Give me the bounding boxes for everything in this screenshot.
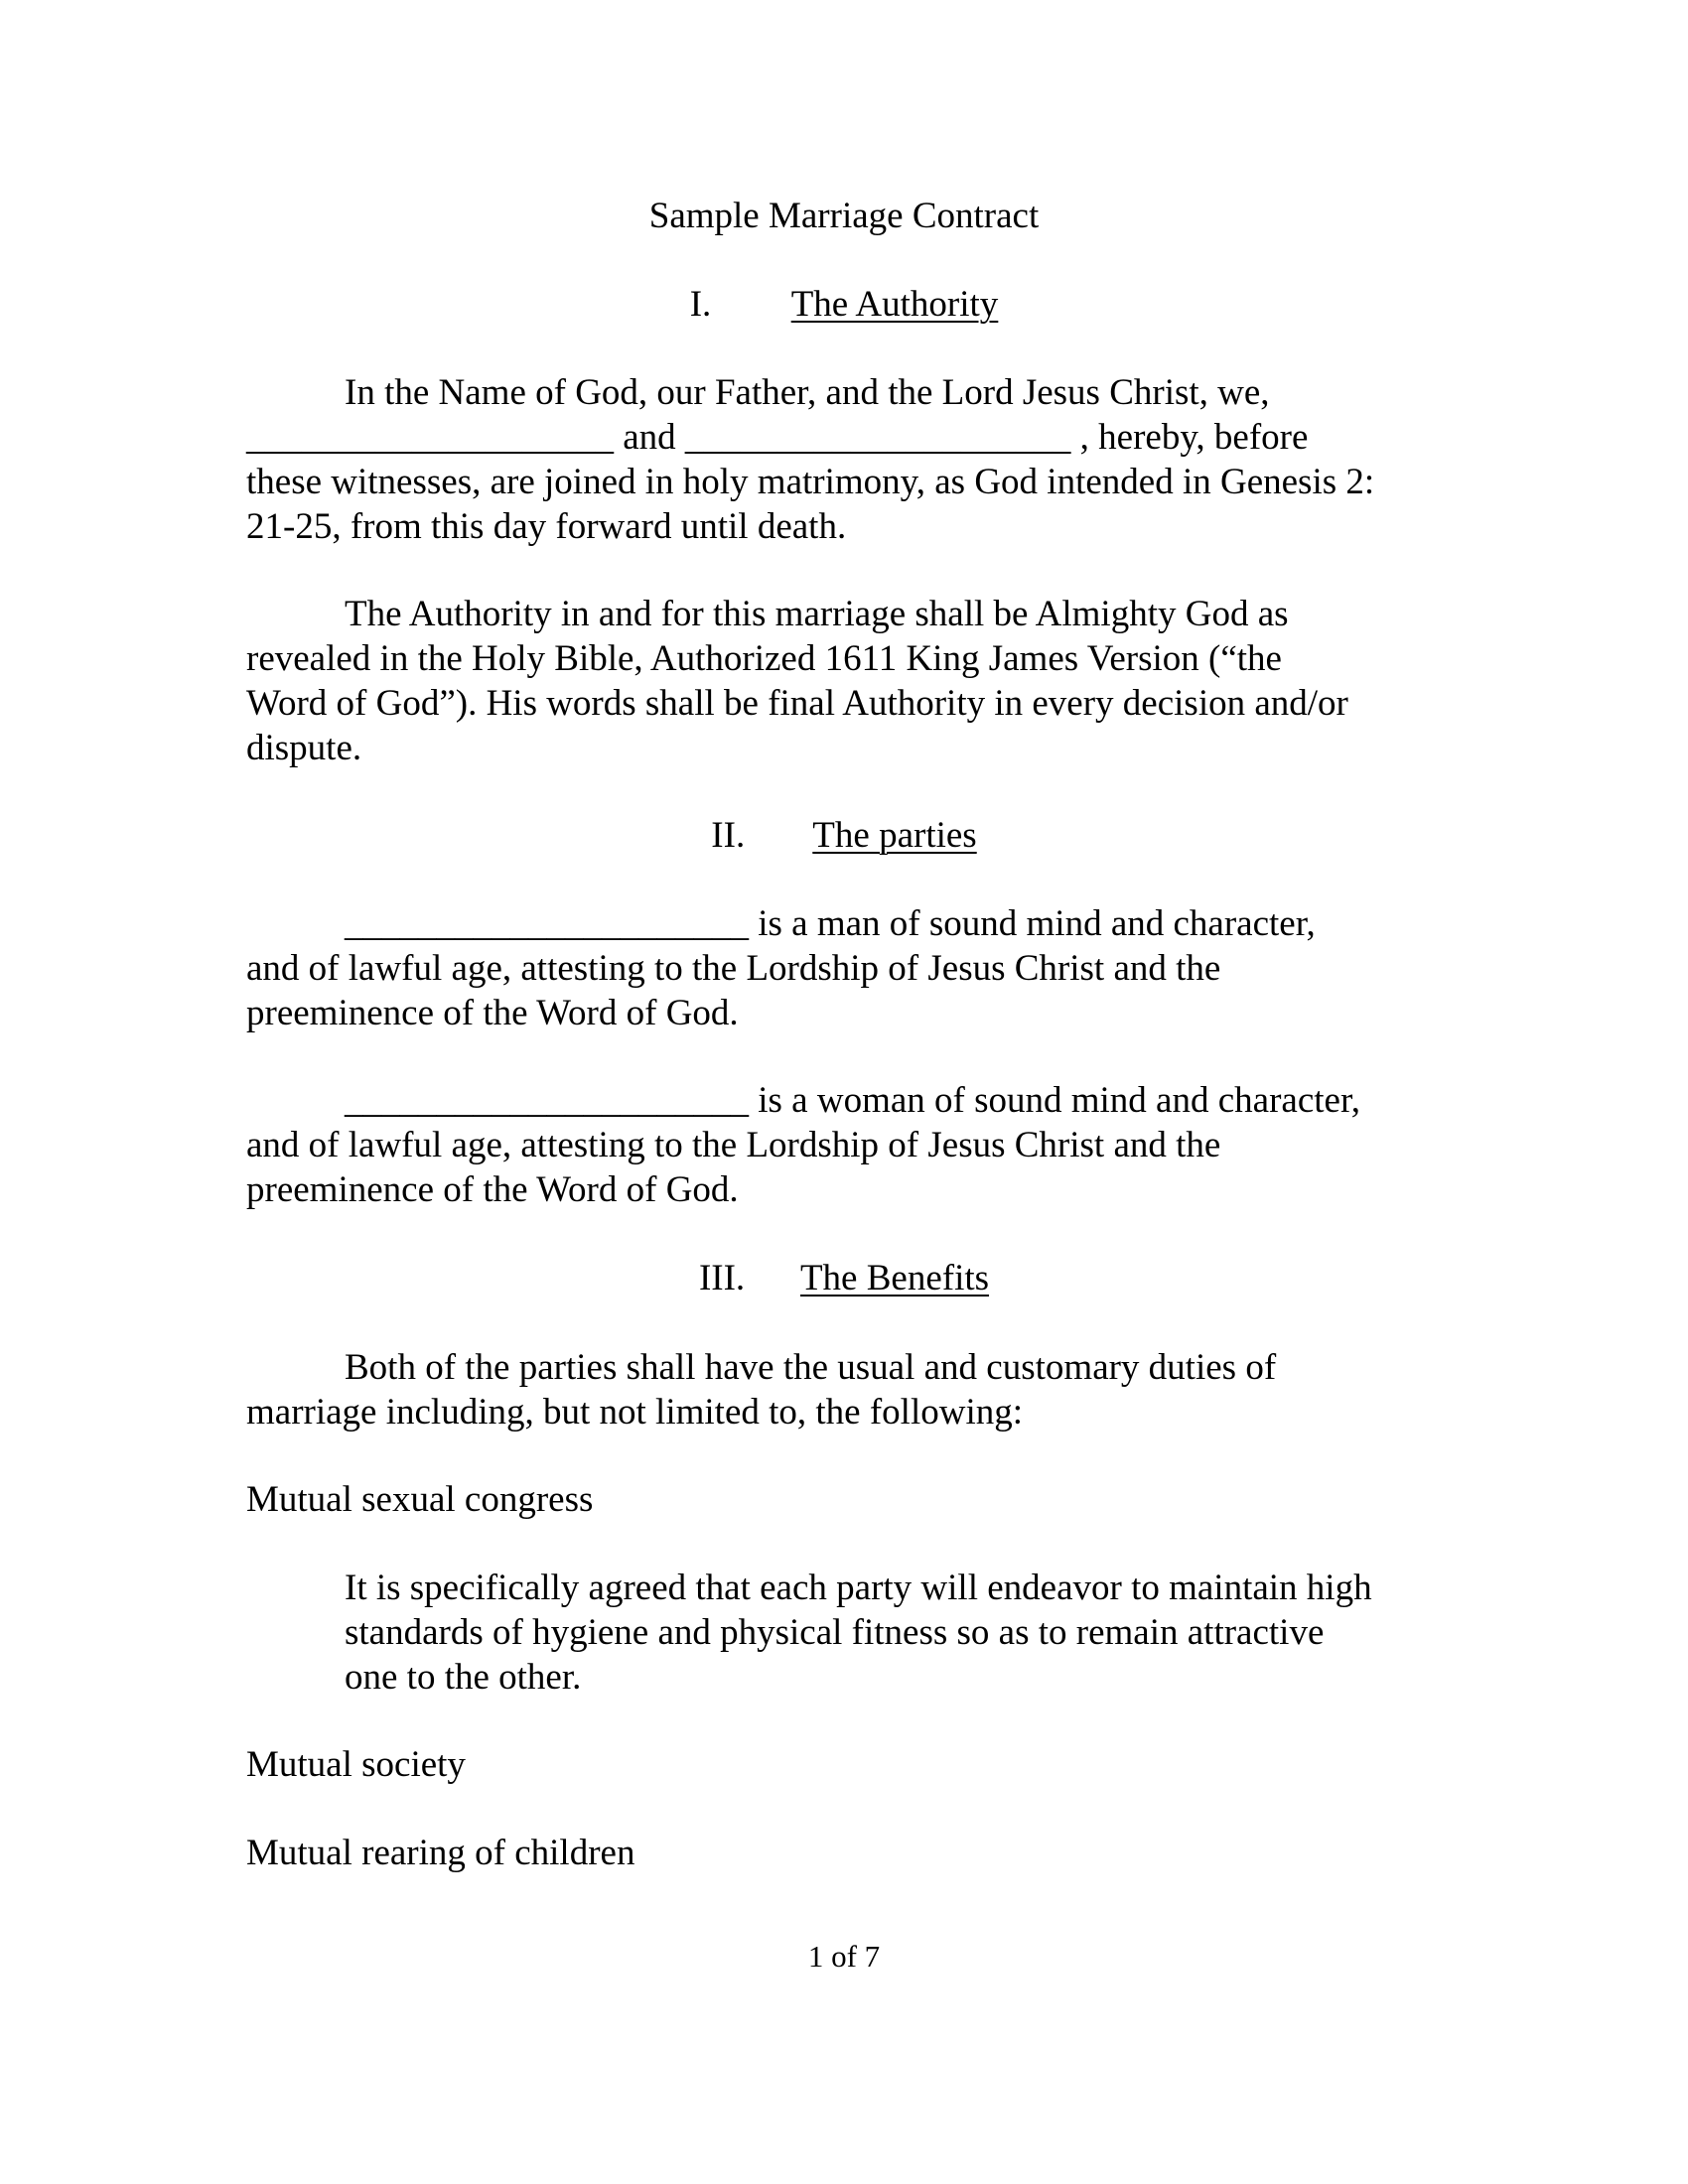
benefit-item-label: Mutual society (246, 1744, 466, 1785)
paragraph-line: dispute. (246, 728, 362, 768)
document-title: Sample Marriage Contract (648, 196, 1040, 236)
section-heading-authority (0, 283, 1688, 327)
paragraph-line: and of lawful age, attesting to the Lordship of Jesus Christ and the (246, 948, 1221, 989)
section-numeral: I. (689, 284, 712, 325)
paragraph-line: and of lawful age, attesting to the Lordship of Jesus Christ and the (246, 1125, 1221, 1165)
paragraph-line: preeminence of the Word of God. (246, 1169, 739, 1210)
benefit-item-label: Mutual sexual congress (246, 1479, 594, 1520)
section-heading-benefits (0, 1257, 1688, 1300)
section-heading-parties (0, 814, 1688, 858)
paragraph-line: preeminence of the Word of God. (246, 993, 739, 1033)
section-numeral: II. (711, 815, 746, 856)
paragraph-line: The Authority in and for this marriage shall be Almighty God as (345, 594, 1289, 634)
paragraph-line: ______________________ is a woman of sound mind and character, (345, 1080, 1361, 1121)
page-number: 1 of 7 (807, 1939, 881, 1974)
paragraph-line: marriage including, but not limited to, the following: (246, 1392, 1024, 1433)
paragraph-line: these witnesses, are joined in holy matrimony, as God intended in Genesis 2: (246, 462, 1375, 502)
benefit-detail-line: standards of hygiene and physical fitness so as to remain attractive (345, 1612, 1325, 1653)
benefit-item-label: Mutual rearing of children (246, 1833, 635, 1873)
paragraph-line: 21-25, from this day forward until death. (246, 506, 847, 547)
paragraph-line: Word of God”). His words shall be final Authority in every decision and/or (246, 683, 1348, 724)
benefit-detail-line: one to the other. (345, 1657, 582, 1698)
paragraph-line: In the Name of God, our Father, and the Lord Jesus Christ, we, (345, 372, 1270, 413)
paragraph-line: Both of the parties shall have the usual and customary duties of (345, 1347, 1277, 1388)
section-title: The Benefits (799, 1258, 990, 1298)
section-numeral: III. (698, 1258, 746, 1298)
paragraph-line: ____________________ and _____________________ , hereby, before (246, 417, 1309, 458)
section-title: The parties (812, 815, 977, 856)
paragraph-line: ______________________ is a man of sound mind and character, (345, 903, 1316, 944)
benefit-detail-line: It is specifically agreed that each party will endeavor to maintain high (345, 1568, 1372, 1608)
section-title: The Authority (790, 284, 999, 325)
paragraph-line: revealed in the Holy Bible, Authorized 1611 King James Version (“the (246, 638, 1282, 679)
